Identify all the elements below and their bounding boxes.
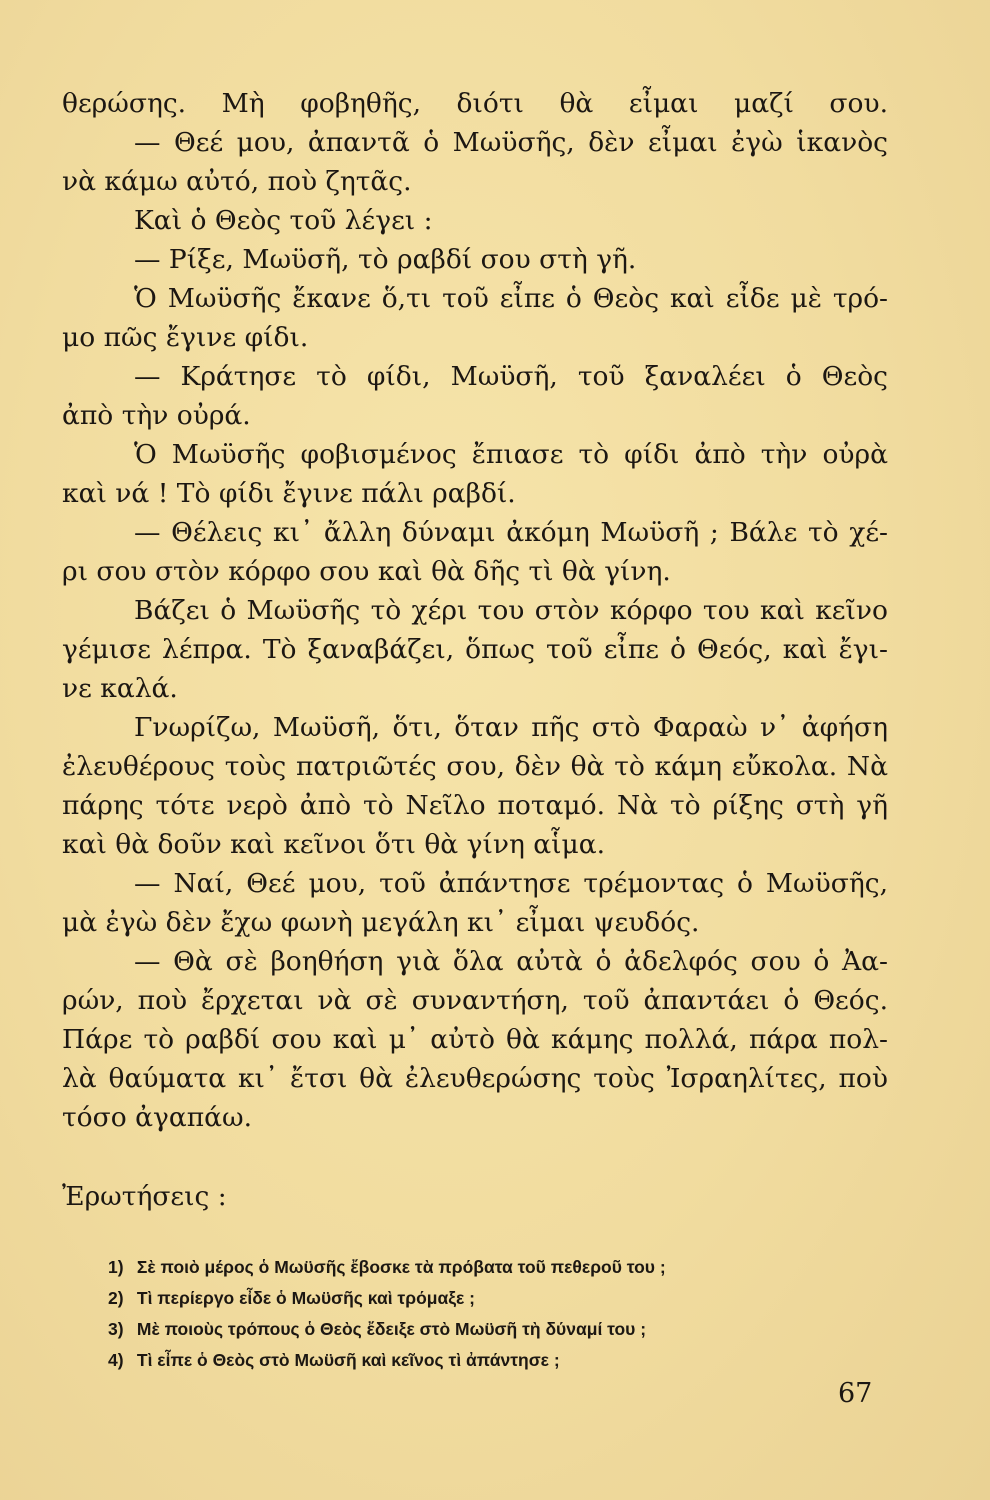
question-text: Μὲ ποιοὺς τρόπους ὁ Θεὸς ἔδειξε στὸ Μωϋσῆ τὴ δύναμί του ; — [136, 1319, 647, 1339]
text-line: ἐλευθέρους τοὺς πατριῶτές σου, δὲν θὰ τὸ κάμη εὔκολα. Νὰ — [62, 751, 888, 782]
text-line: μὰ ἐγὼ δὲν ἔχω φωνὴ μεγάλη κι᾿ εἶμαι ψευδός. — [62, 907, 700, 938]
text-line: λὰ θαύματα κι᾿ ἔτσι θὰ ἐλευθερώσης τοὺς Ἰσραηλίτες, ποὺ — [62, 1063, 888, 1094]
question-text: Τὶ εἶπε ὁ Θεὸς στὸ Μωϋσῆ καὶ κεῖνος τὶ ἀπάντησε ; — [136, 1350, 560, 1370]
question-number: 1) — [108, 1257, 124, 1277]
text-line: — Θεέ μου, ἀπαντᾶ ὁ Μωϋσῆς, δὲν εἶμαι ἐγὼ ἱκανὸς — [134, 127, 888, 158]
text-line: Ὁ Μωϋσῆς φοβισμένος ἔπιασε τὸ φίδι ἀπὸ τὴν οὐρὰ — [134, 439, 888, 470]
text-line: — Ναί, Θεέ μου, τοῦ ἀπάντησε τρέμοντας ὁ Μωϋσῆς, — [134, 868, 888, 899]
text-line: νε καλά. — [62, 673, 178, 704]
text-line: θερώσης. Μὴ φοβηθῆς, διότι θὰ εἶμαι μαζί σου. — [62, 88, 888, 119]
text-line: μο πῶς ἔγινε φίδι. — [62, 322, 309, 353]
section-gap — [62, 1137, 888, 1175]
text-line: ρών, ποὺ ἔρχεται νὰ σὲ συναντήση, τοῦ ἀπαντάει ὁ Θεός. — [62, 985, 888, 1016]
text-line: — Θέλεις κι᾿ ἄλλη δύναμι ἀκόμη Μωϋσῆ ; Βάλε τὸ χέ- — [134, 517, 888, 548]
text-line: ρι σου στὸν κόρφο σου καὶ θὰ δῆς τὶ θὰ γίνη. — [62, 556, 671, 587]
question-item — [108, 1314, 828, 1345]
question-item — [108, 1283, 828, 1314]
text-line: πάρης τότε νερὸ ἀπὸ τὸ Νεῖλο ποταμό. Νὰ τὸ ρίξης στὴ γῆ — [62, 790, 888, 821]
text-line: ἀπὸ τὴν οὐρά. — [62, 400, 251, 431]
text-line: Ὁ Μωϋσῆς ἔκανε ὅ,τι τοῦ εἶπε ὁ Θεὸς καὶ εἶδε μὲ τρό- — [134, 283, 888, 314]
text-line: γέμισε λέπρα. Τὸ ξαναβάζει, ὅπως τοῦ εἶπε ὁ Θεός, καὶ ἔγι- — [62, 634, 888, 665]
text-line: Βάζει ὁ Μωϋσῆς τὸ χέρι του στὸν κόρφο του καὶ κεῖνο — [134, 595, 888, 626]
text-line: νὰ κάμω αὐτό, ποὺ ζητᾶς. — [62, 166, 412, 197]
question-text: Τὶ περίεργο εἶδε ὁ Μωϋσῆς καὶ τρόμαξε ; — [136, 1288, 476, 1308]
text-line: Καὶ ὁ Θεὸς τοῦ λέγει : — [134, 205, 433, 236]
text-line: καὶ θὰ δοῦν καὶ κεῖνοι ὅτι θὰ γίνη αἷμα. — [62, 829, 606, 860]
body-text — [62, 84, 888, 1219]
text-line: — Κράτησε τὸ φίδι, Μωϋσῆ, τοῦ ξαναλέει ὁ Θεὸς — [134, 361, 888, 392]
text-line: — Ρίξε, Μωϋσῆ, τὸ ραβδί σου στὴ γῆ. — [134, 244, 637, 275]
question-number: 3) — [108, 1319, 124, 1339]
question-item — [108, 1252, 828, 1283]
questions-list — [108, 1252, 828, 1376]
page-number: 67 — [838, 1378, 873, 1409]
question-text: Σὲ ποιὸ μέρος ὁ Μωϋσῆς ἔβοσκε τὰ πρόβατα τοῦ πεθεροῦ του ; — [136, 1257, 666, 1277]
text-line: τόσο ἀγαπάω. — [62, 1102, 253, 1133]
questions-heading: Ἐρωτήσεις : — [62, 1181, 227, 1212]
text-line: Γνωρίζω, Μωϋσῆ, ὅτι, ὅταν πῆς στὸ Φαραὼ ν᾿ ἀφήση — [134, 712, 888, 743]
text-line: — Θὰ σὲ βοηθήση γιὰ ὅλα αὐτὰ ὁ ἀδελφός σου ὁ Ἀα- — [134, 946, 888, 977]
question-number: 2) — [108, 1288, 124, 1308]
question-number: 4) — [108, 1350, 124, 1370]
question-item — [108, 1345, 828, 1376]
text-line: καὶ νά ! Τὸ φίδι ἔγινε πάλι ραβδί. — [62, 478, 516, 509]
text-line: Πάρε τὸ ραβδί σου καὶ μ᾿ αὐτὸ θὰ κάμης πολλά, πάρα πολ- — [62, 1024, 888, 1055]
